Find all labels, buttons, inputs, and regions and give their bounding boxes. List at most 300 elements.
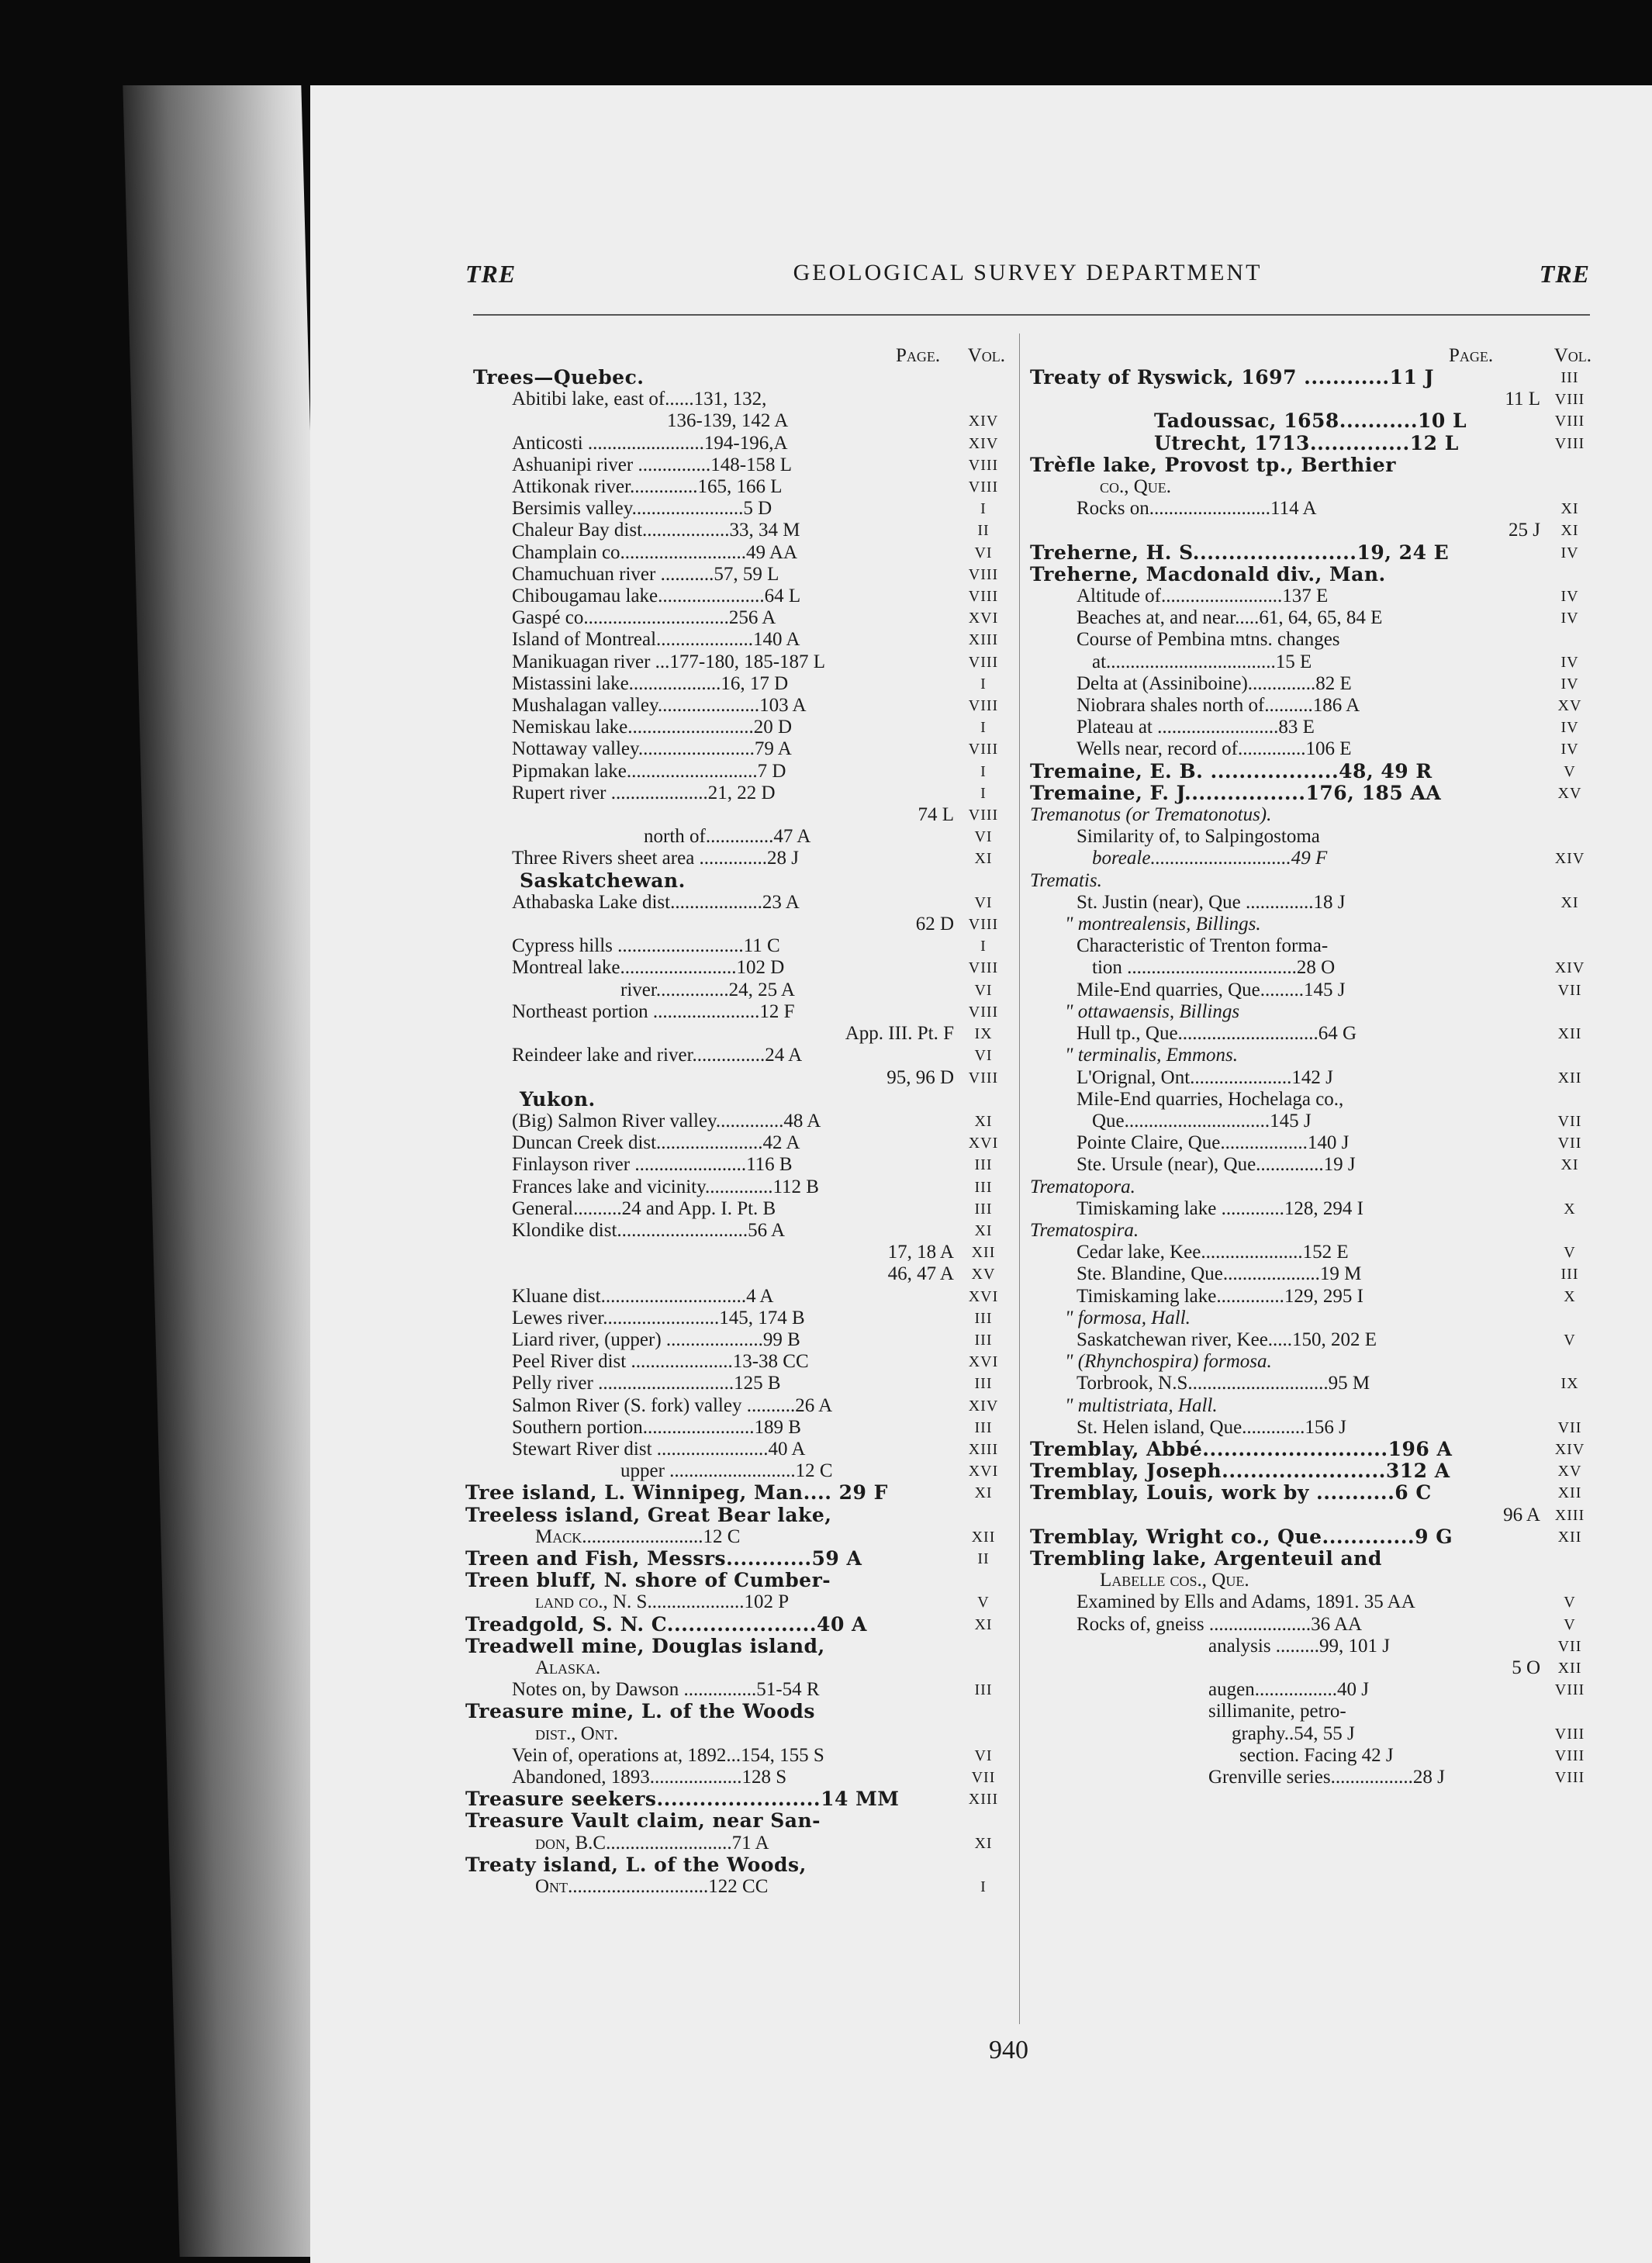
entry-text: Rupert river ....................21, 22 D — [512, 782, 776, 803]
volume-number: II — [977, 522, 990, 540]
entry-text: Ont.............................122 CC — [535, 1876, 769, 1898]
index-entry — [465, 1286, 1008, 1308]
entry-text: 17, 18 A — [887, 1242, 954, 1263]
index-entry — [1030, 1723, 1595, 1745]
index-entry — [1030, 738, 1595, 760]
volume-number: III — [974, 1375, 993, 1393]
volume-number: I — [980, 719, 987, 737]
index-entry — [465, 1395, 1008, 1417]
index-entry — [465, 1329, 1008, 1351]
index-entry — [465, 1482, 1008, 1504]
index-entries-left — [465, 367, 1008, 1898]
index-entry — [465, 1526, 1008, 1548]
volume-number: VIII — [1554, 1769, 1585, 1786]
page-number: 940 — [989, 2036, 1028, 2064]
entry-text: Kluane dist..............................4 A — [512, 1285, 774, 1307]
index-entry — [465, 870, 1008, 892]
index-entry — [1030, 651, 1595, 673]
entry-text: Niobrara shales north of..........186 A — [1077, 695, 1360, 717]
entry-text: boreale.............................49 F — [1092, 848, 1328, 869]
volume-number: XIII — [968, 1791, 999, 1809]
entry-text: Tree island, L. Winnipeg, Man.... 29 F — [465, 1482, 888, 1505]
entry-text: Rocks on.........................114 A — [1077, 498, 1317, 520]
running-head-right: TRE — [1539, 260, 1590, 288]
index-entry — [1030, 892, 1595, 914]
entry-text: 136-139, 142 A — [667, 410, 789, 432]
index-entry — [465, 1833, 1008, 1854]
volume-number: VI — [974, 1746, 993, 1764]
entry-text: Treherne, H. S.......................19, 24 E — [1030, 541, 1450, 564]
index-entry — [465, 957, 1008, 979]
entry-text: Peel River dist .....................13-38 CC — [512, 1351, 809, 1373]
entry-text: river...............24, 25 A — [620, 979, 795, 1000]
volume-number: II — [977, 1550, 990, 1567]
index-entry — [1030, 1745, 1595, 1767]
index-entry — [465, 738, 1008, 760]
volume-number: IX — [974, 1025, 993, 1043]
entry-text: Labelle cos., Que. — [1100, 1570, 1249, 1591]
entry-text: Rocks of, gneiss .....................36 AA — [1077, 1613, 1363, 1635]
volume-number: X — [1564, 1287, 1576, 1305]
volume-number: XV — [971, 1266, 996, 1284]
entry-text: Nemiskau lake..........................20 D — [512, 717, 793, 738]
volume-number: XI — [974, 1484, 993, 1502]
index-entry — [465, 1679, 1008, 1701]
index-entry — [1030, 1132, 1595, 1154]
index-entry — [1030, 454, 1595, 476]
entry-text: Torbrook, N.S.............................95 M — [1077, 1373, 1370, 1394]
entry-text: Champlain co..........................49 AA — [512, 541, 798, 563]
entry-text: Tremblay, Abbé..........................196 A — [1030, 1438, 1453, 1460]
index-entry — [1030, 783, 1595, 804]
index-entry — [1030, 1679, 1595, 1701]
index-entry — [1030, 410, 1595, 432]
entry-text: 11 L — [1505, 389, 1540, 410]
index-entry — [465, 1723, 1008, 1745]
entry-text: Ashuanipi river ...............148-158 L — [512, 454, 793, 475]
index-entry — [465, 848, 1008, 869]
entry-text: Treadwell mine, Douglas island, — [465, 1635, 825, 1657]
index-entry — [465, 1132, 1008, 1154]
entry-text: Chaleur Bay dist..................33, 34 M — [512, 520, 800, 541]
entry-text: " montrealensis, Billings. — [1065, 914, 1261, 935]
index-entries-right — [1030, 367, 1595, 1788]
entry-text: Trees—Quebec. — [473, 367, 645, 389]
entry-text: Treaty island, L. of the Woods, — [465, 1854, 807, 1876]
index-entry — [1030, 1023, 1595, 1045]
volume-number: VIII — [968, 1069, 999, 1087]
entry-text: Hull tp., Que.............................64 G — [1077, 1023, 1357, 1045]
entry-text: 46, 47 A — [887, 1263, 954, 1285]
vol-column-label: Vol. — [1554, 345, 1592, 366]
volume-number: VIII — [968, 456, 999, 474]
volume-number: III — [974, 1200, 993, 1218]
index-entry — [465, 1745, 1008, 1767]
volume-number: XVI — [968, 1353, 999, 1371]
entry-text: Yukon. — [520, 1088, 596, 1111]
index-entry — [1030, 826, 1595, 848]
entry-text: Trematospira. — [1030, 1219, 1139, 1241]
entry-text: (Big) Salmon River valley..............48 A — [512, 1110, 821, 1132]
index-entry — [465, 1111, 1008, 1132]
volume-number: VIII — [1554, 391, 1585, 409]
index-entry — [1030, 1089, 1595, 1111]
volume-number: I — [980, 1878, 987, 1896]
entry-text: App. III. Pt. F — [845, 1023, 954, 1045]
index-entry — [465, 1089, 1008, 1111]
index-entry — [465, 433, 1008, 454]
entry-text: Tadoussac, 1658...........10 L — [1154, 410, 1467, 433]
page-column-label: Page. — [896, 345, 941, 366]
volume-number: VIII — [968, 653, 999, 671]
index-entry — [465, 1570, 1008, 1591]
volume-number: VIII — [968, 1003, 999, 1021]
volume-number: VII — [1557, 1135, 1582, 1152]
index-entry — [465, 1023, 1008, 1045]
index-entry — [465, 717, 1008, 738]
header-rule — [473, 314, 1590, 316]
index-entry — [465, 914, 1008, 935]
volume-number: XI — [1560, 522, 1579, 540]
entry-text: don, B.C..........................71 A — [535, 1832, 769, 1854]
volume-number: IV — [1560, 588, 1579, 606]
entry-text: Athabaska Lake dist...................23 A — [512, 891, 800, 913]
volume-number: VII — [971, 1769, 996, 1786]
index-entry — [465, 1460, 1008, 1482]
volume-number: XI — [974, 850, 993, 868]
entry-text: Tremanotus (or Trematonotus). — [1030, 804, 1272, 826]
index-entry — [1030, 935, 1595, 957]
volume-number: XIII — [968, 1440, 999, 1458]
running-head-title: GEOLOGICAL SURVEY DEPARTMENT — [793, 260, 1263, 285]
volume-number: VIII — [1554, 434, 1585, 452]
index-entry — [465, 826, 1008, 848]
index-entry — [465, 1373, 1008, 1394]
entry-text: Tremblay, Wright co., Que.............9 G — [1030, 1525, 1453, 1548]
volume-number: VII — [1557, 1637, 1582, 1655]
entry-text: Treasure seekers.......................14 MM — [465, 1788, 900, 1811]
index-entry — [465, 1548, 1008, 1570]
entry-text: Treen bluff, N. shore of Cumber- — [465, 1570, 831, 1592]
entry-text: L'Orignal, Ont.....................142 J — [1077, 1066, 1333, 1088]
entry-text: " formosa, Hall. — [1065, 1307, 1191, 1328]
entry-text: Southern portion.......................189 B — [512, 1416, 801, 1438]
entry-text: Klondike dist...........................56 A — [512, 1219, 786, 1241]
vol-column-label: Vol. — [967, 345, 1005, 366]
index-entry — [1030, 870, 1595, 892]
entry-text: Finlayson river .......................116 B — [512, 1154, 793, 1176]
volume-number: III — [974, 1418, 993, 1436]
entry-text: General..........24 and App. I. Pt. B — [512, 1197, 776, 1219]
volume-number: V — [1564, 1331, 1576, 1349]
entry-text: Que..............................145 J — [1092, 1110, 1312, 1132]
running-head — [465, 260, 1590, 291]
entry-text: " (Rhynchospira) formosa. — [1065, 1351, 1272, 1373]
entry-text: Montreal lake........................102 D — [512, 957, 785, 979]
index-entry — [1030, 1636, 1595, 1657]
entry-text: Pipmakan lake...........................7 D — [512, 760, 786, 782]
index-entry — [465, 1176, 1008, 1198]
entry-text: Plateau at .........................83 E — [1077, 717, 1315, 738]
entry-text: Grenville series.................28 J — [1208, 1767, 1445, 1788]
entry-text: Alaska. — [535, 1657, 601, 1678]
entry-text: Manikuagan river ...177-180, 185-187 L — [512, 651, 826, 672]
index-entry — [1030, 673, 1595, 695]
volume-number: XII — [971, 1244, 996, 1262]
index-entry — [465, 542, 1008, 564]
index-entry — [1030, 979, 1595, 1001]
index-entry — [1030, 1701, 1595, 1722]
volume-number: XIV — [968, 413, 999, 430]
index-entry — [465, 1417, 1008, 1439]
index-entry — [465, 1198, 1008, 1220]
index-entry — [1030, 1395, 1595, 1417]
entry-text: dist., Ont. — [535, 1722, 619, 1744]
volume-number: IV — [1560, 653, 1579, 671]
index-entry — [465, 1591, 1008, 1613]
entry-text: Delta at (Assiniboine)..............82 E — [1077, 672, 1352, 694]
index-entry — [1030, 1460, 1595, 1482]
entry-text: Treasure mine, L. of the Woods — [465, 1701, 815, 1723]
volume-number: VII — [1557, 1418, 1582, 1436]
volume-number: I — [980, 762, 987, 780]
index-entry — [1030, 1505, 1595, 1526]
entry-text: St. Justin (near), Que ..............18 J — [1077, 891, 1346, 913]
entry-text: Treeless island, Great Bear lake, — [465, 1504, 832, 1526]
index-column-left — [465, 345, 1008, 1898]
entry-text: Chamuchuan river ...........57, 59 L — [512, 563, 779, 585]
column-divider — [1019, 333, 1020, 2024]
index-entry — [465, 1854, 1008, 1876]
index-entry — [465, 564, 1008, 586]
entry-text: Nottaway valley........................79 A — [512, 738, 792, 760]
index-entry — [465, 607, 1008, 629]
volume-number: VIII — [1554, 1681, 1585, 1699]
index-entry — [465, 1636, 1008, 1657]
entry-text: Course of Pembina mtns. changes — [1077, 629, 1340, 651]
index-entry — [465, 629, 1008, 651]
volume-number: XVI — [968, 1135, 999, 1152]
index-entry — [1030, 717, 1595, 738]
volume-number: XVI — [968, 1287, 999, 1305]
entry-text: 25 J — [1509, 520, 1540, 541]
index-entry — [465, 1767, 1008, 1788]
entry-text: Ste. Ursule (near), Que..............19 J — [1077, 1154, 1356, 1176]
index-entry — [1030, 1263, 1595, 1285]
entry-text: Bersimis valley.......................5 D — [512, 498, 772, 520]
entry-text: Pointe Claire, Que..................140 J — [1077, 1132, 1350, 1154]
volume-number: III — [974, 1309, 993, 1327]
index-entry — [1030, 1286, 1595, 1308]
index-entry — [465, 476, 1008, 498]
index-entry — [465, 1067, 1008, 1089]
index-entry — [1030, 957, 1595, 979]
entry-text: Chibougamau lake......................64 L — [512, 586, 801, 607]
volume-number: III — [974, 1178, 993, 1196]
volume-number: XV — [1557, 697, 1582, 715]
volume-number: VI — [974, 981, 993, 999]
index-entry — [1030, 1591, 1595, 1613]
entry-text: Treherne, Macdonald div., Man. — [1030, 563, 1386, 586]
index-entry — [1030, 1045, 1595, 1066]
index-entry — [465, 367, 1008, 389]
index-entry — [465, 761, 1008, 783]
entry-text: Altitude of.........................137 E — [1077, 586, 1329, 607]
index-entry — [1030, 1373, 1595, 1394]
volume-number: XII — [1557, 1659, 1582, 1677]
entry-text: Vein of, operations at, 1892...154, 155 S — [512, 1744, 824, 1766]
entry-text: tion ...................................28 O — [1092, 957, 1336, 979]
entry-text: Island of Montreal....................140 A — [512, 629, 800, 651]
index-entry — [465, 1439, 1008, 1460]
entry-text: augen.................40 J — [1208, 1679, 1369, 1701]
entry-text: Three Rivers sheet area ..............28 J — [512, 848, 800, 869]
volume-number: IV — [1560, 719, 1579, 737]
entry-text: Cypress hills ..........................11 C — [512, 935, 780, 957]
volume-number: VI — [974, 1047, 993, 1065]
entry-text: Tremaine, F. J.................176, 185 AA — [1030, 782, 1442, 804]
entry-text: Trèfle lake, Provost tp., Berthier — [1030, 454, 1396, 476]
entry-text: Ste. Blandine, Que....................19 M — [1077, 1263, 1362, 1285]
index-entry — [465, 586, 1008, 607]
index-entry — [465, 410, 1008, 432]
entry-text: Attikonak river..............165, 166 L — [512, 476, 783, 498]
index-entry — [465, 979, 1008, 1001]
entry-text: Examined by Ells and Adams, 1891. 35 AA — [1077, 1591, 1415, 1613]
entry-text: " multistriata, Hall. — [1065, 1394, 1218, 1416]
volume-number: VIII — [1554, 1725, 1585, 1743]
volume-number: XVI — [968, 610, 999, 627]
column-header — [1030, 345, 1595, 367]
entry-text: Characteristic of Trenton forma- — [1077, 935, 1329, 957]
index-entry — [465, 695, 1008, 717]
entry-text: 74 L — [918, 804, 954, 826]
index-entry — [1030, 1220, 1595, 1242]
entry-text: north of..............47 A — [644, 826, 811, 848]
volume-number: XI — [1560, 500, 1579, 518]
index-entry — [465, 1701, 1008, 1722]
index-entry — [465, 1876, 1008, 1898]
entry-text: Notes on, by Dawson ...............51-54 R — [512, 1679, 820, 1701]
index-entry — [1030, 1657, 1595, 1679]
entry-text: Abitibi lake, east of......131, 132, — [512, 389, 767, 410]
volume-number: VIII — [1554, 413, 1585, 430]
volume-number: VII — [1557, 981, 1582, 999]
volume-number: VIII — [968, 697, 999, 715]
entry-text: Trembling lake, Argenteuil and — [1030, 1547, 1382, 1570]
entry-text: 5 O — [1512, 1657, 1540, 1678]
volume-number: V — [1564, 1615, 1576, 1633]
entry-text: section. Facing 42 J — [1239, 1744, 1394, 1766]
index-entry — [465, 1308, 1008, 1329]
entry-text: Mistassini lake...................16, 17 D — [512, 672, 789, 694]
index-entry — [465, 804, 1008, 826]
entry-text: Mack.........................12 C — [535, 1525, 741, 1547]
entry-text: Utrecht, 1713..............12 L — [1154, 432, 1459, 454]
index-entry — [1030, 761, 1595, 783]
entry-text: Treaty of Ryswick, 1697 ............11 J — [1030, 367, 1434, 389]
index-entry — [465, 389, 1008, 410]
index-entry — [1030, 695, 1595, 717]
index-entry — [1030, 804, 1595, 826]
volume-number: XII — [971, 1528, 996, 1546]
entry-text: " ottawaensis, Billings — [1065, 1000, 1240, 1022]
volume-number: XIV — [1554, 959, 1585, 977]
index-entry — [465, 1154, 1008, 1176]
volume-number: VIII — [968, 916, 999, 934]
entry-text: 95, 96 D — [886, 1066, 954, 1088]
index-entry — [1030, 1417, 1595, 1439]
entry-text: Timiskaming lake .............128, 294 I — [1077, 1197, 1363, 1219]
index-entry — [465, 1614, 1008, 1636]
volume-number: IV — [1560, 544, 1579, 561]
volume-number: XII — [1557, 1069, 1582, 1087]
volume-number: VI — [974, 544, 993, 561]
index-entry — [1030, 848, 1595, 869]
index-entry — [1030, 1548, 1595, 1570]
entry-text: Northeast portion ......................12 F — [512, 1000, 795, 1022]
entry-text: Timiskaming lake..............129, 295 I — [1077, 1285, 1363, 1307]
volume-number: XIV — [968, 434, 999, 452]
entry-text: sillimanite, petro- — [1208, 1701, 1346, 1722]
index-entry — [465, 1220, 1008, 1242]
index-entry — [1030, 914, 1595, 935]
index-entry — [465, 651, 1008, 673]
index-entry — [1030, 1526, 1595, 1548]
volume-number: V — [977, 1594, 990, 1612]
volume-number: IV — [1560, 675, 1579, 693]
volume-number: III — [974, 1681, 993, 1699]
volume-number: XII — [1557, 1528, 1582, 1546]
volume-number: I — [980, 500, 987, 518]
index-entry — [465, 454, 1008, 476]
volume-number: VI — [974, 893, 993, 911]
page-column-label: Page. — [1449, 345, 1494, 366]
index-entry — [1030, 1308, 1595, 1329]
index-entry — [1030, 1329, 1595, 1351]
entry-text: upper ..........................12 C — [620, 1460, 833, 1482]
entry-text: St. Helen island, Que.............156 J — [1077, 1416, 1346, 1438]
entry-text: Duncan Creek dist......................42 A — [512, 1132, 800, 1154]
index-entry — [1030, 542, 1595, 564]
entry-text: Mile-End quarries, Que.........145 J — [1077, 979, 1346, 1000]
index-entry — [1030, 1198, 1595, 1220]
index-entry — [1030, 367, 1595, 389]
index-entry — [465, 1263, 1008, 1285]
index-entry — [1030, 1001, 1595, 1023]
volume-number: VII — [1557, 1112, 1582, 1130]
entry-text: Saskatchewan. — [520, 869, 686, 892]
index-entry — [1030, 1570, 1595, 1591]
index-entry — [465, 498, 1008, 520]
index-entry — [1030, 389, 1595, 410]
index-entry — [1030, 1067, 1595, 1089]
volume-number: VI — [974, 828, 993, 846]
entry-text: Mushalagan valley.....................103 A — [512, 695, 807, 717]
entry-text: Trematopora. — [1030, 1176, 1135, 1197]
entry-text: Beaches at, and near.....61, 64, 65, 84 E — [1077, 607, 1383, 629]
volume-number: XI — [974, 1112, 993, 1130]
column-header — [465, 345, 1008, 367]
volume-number: X — [1564, 1200, 1576, 1218]
volume-number: XIV — [1554, 850, 1585, 868]
index-entry — [465, 892, 1008, 914]
entry-text: Tremblay, Joseph.......................312 A — [1030, 1460, 1450, 1483]
entry-text: Lewes river........................145, 174 B — [512, 1307, 805, 1328]
volume-number: XI — [1560, 893, 1579, 911]
index-entry — [1030, 1176, 1595, 1198]
volume-number: XIV — [968, 1397, 999, 1415]
